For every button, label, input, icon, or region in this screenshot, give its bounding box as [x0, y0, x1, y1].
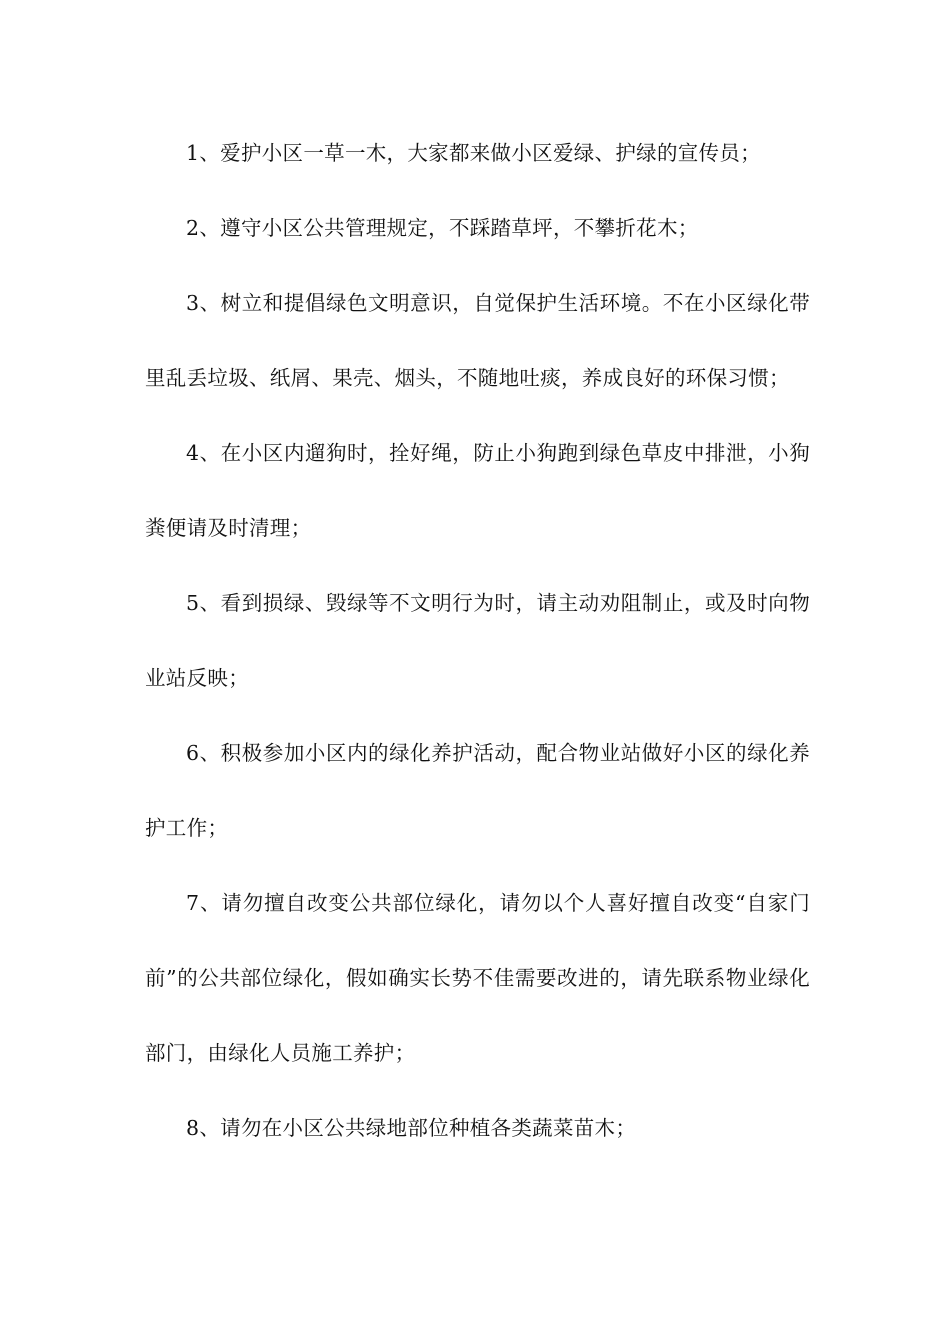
paragraph-5: 5、看到损绿、毁绿等不文明行为时，请主动劝阻制止，或及时向物业站反映； [145, 591, 810, 690]
paragraph-4: 4、在小区内遛狗时，拴好绳，防止小狗跑到绿色草皮中排泄，小狗粪便请及时清理； [145, 441, 810, 540]
paragraph-3: 3、树立和提倡绿色文明意识，自觉保护生活环境。不在小区绿化带里乱丢垃圾、纸屑、果壳、烟头，不随地吐痰，养成良好的环保习惯； [145, 291, 810, 390]
paragraph-1: 1、爱护小区一草一木，大家都来做小区爱绿、护绿的宣传员； [186, 141, 761, 165]
paragraph-8: 8、请勿在小区公共绿地部位种植各类蔬菜苗木； [186, 1116, 637, 1140]
document-body [145, 116, 810, 1166]
paragraph-6: 6、积极参加小区内的绿化养护活动，配合物业站做好小区的绿化养护工作； [145, 741, 810, 840]
paragraph-7: 7、请勿擅自改变公共部位绿化，请勿以个人喜好擅自改变“自家门前”的公共部位绿化，假如确实长势不佳需要改进的，请先联系物业绿化部门，由绿化人员施工养护； [145, 891, 810, 1065]
paragraph-2: 2、遵守小区公共管理规定，不踩踏草坪，不攀折花木； [186, 216, 699, 240]
